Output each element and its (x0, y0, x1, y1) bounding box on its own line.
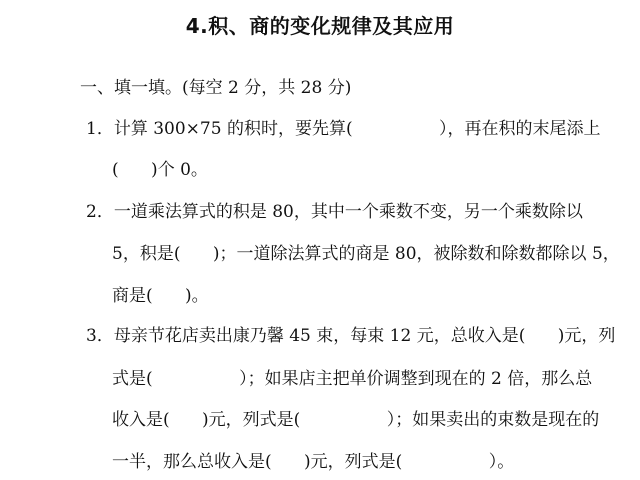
question-3-line-2: 式是( ）；如果店主把单价调整到现在的 2 倍，那么总 (112, 369, 593, 389)
page-title: 4.积、商的变化规律及其应用 (185, 14, 455, 38)
question-3-line-3: 收入是( )元，列式是( ）；如果卖出的束数是现在的 (112, 410, 600, 430)
question-2-line-1: 2．一道乘法算式的积是 80，其中一个乘数不变，另一个乘数除以 (86, 202, 583, 222)
question-3-line-1: 3．母亲节花店卖出康乃馨 45 束，每束 12 元，总收入是( )元，列 (86, 326, 616, 346)
question-1-line-2: ( )个 0。 (112, 160, 208, 180)
question-1-line-1: 1．计算 300×75 的积时，要先算( ），再在积的末尾添上 (86, 119, 601, 139)
question-2-line-3: 商是( )。 (112, 286, 209, 306)
question-2-line-2: 5，积是( )；一道除法算式的商是 80，被除数和除数都除以 5， (112, 244, 620, 264)
question-3-line-4: 一半，那么总收入是( )元，列式是( ）。 (112, 452, 515, 472)
section-heading: 一、填一填。(每空 2 分，共 28 分) (80, 78, 352, 98)
